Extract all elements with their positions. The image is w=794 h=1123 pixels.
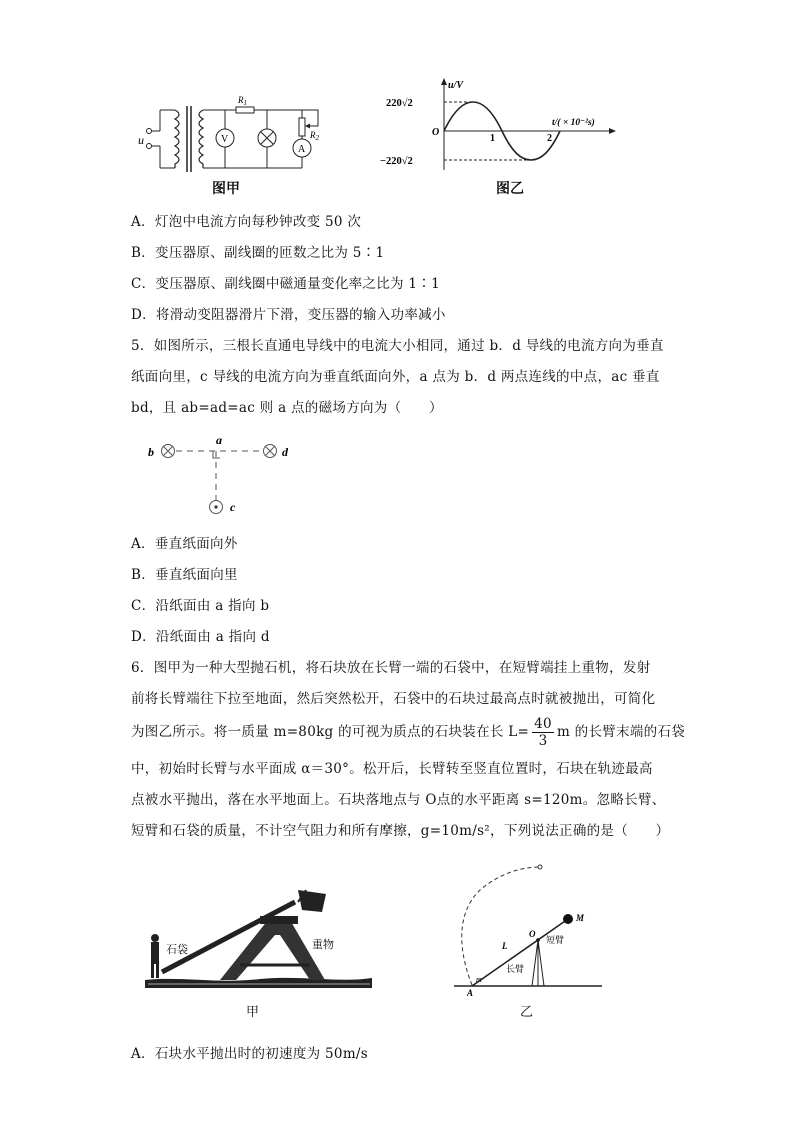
graph-tick-2-label: 2: [547, 133, 552, 144]
length-fraction: [532, 716, 554, 749]
figure-right-caption: 乙: [520, 1005, 534, 1020]
trebuchet-frame: [220, 920, 325, 980]
fraction-numerator: 40: [534, 716, 552, 732]
figure-jia-caption: 图甲: [212, 181, 240, 197]
q6-stem-line-1: 6．图甲为一种大型抛石机，将石块放在长臂一端的石袋中，在短臂端挂上重物，发射: [131, 660, 651, 676]
long-arm-L-label: L: [502, 941, 508, 951]
arm-line: [472, 919, 568, 986]
figure-left-caption: 甲: [246, 1005, 260, 1020]
rheostat-r2: [299, 118, 305, 136]
q6-stem-line-2: 前将长臂端往下拉至地面，然后突然松开，石袋中的石块过最高点时就被抛出，可简化: [131, 691, 656, 707]
q6-stem-line-5: 点被水平抛出，落在水平地面上。石块落地点与 O点的水平距离 s=120m。忽略长臂、: [131, 792, 666, 808]
voltage-time-graph: [360, 75, 630, 175]
primary-coil: [175, 110, 179, 168]
mass-m-label: m: [476, 975, 482, 984]
graph-y-min-label: −220√2: [380, 156, 413, 167]
q6-stem-line-3a: 为图乙所示。将一质量 m=80kg 的可视为质点的石块装在长 L=: [131, 724, 530, 740]
q6-stem-line-3: [131, 716, 685, 749]
pivot-O-label: O: [529, 929, 536, 939]
r2-label: $R_2$: [310, 130, 319, 142]
q5-option-c: C．沿纸面由 a 指向 b: [131, 598, 270, 614]
q5-stem-line-1: 5．如图所示，三根长直通电导线中的电流大小相同，通过 b．d 导线的电流方向为垂直: [131, 338, 664, 354]
q4-option-c: C．变压器原、副线圈中磁通量变化率之比为 1∶1: [131, 276, 440, 292]
bag-label: 石袋: [166, 944, 188, 956]
trebuchet-illustration: [140, 880, 380, 1000]
q4-option-b: B．变压器原、副线圈的匝数之比为 5∶1: [131, 245, 385, 261]
wire-c-label: c: [230, 500, 236, 514]
graph-tick-1-label: 1: [490, 133, 495, 144]
q6-option-a: A．石块水平抛出时的初速度为 50m/s: [131, 1046, 368, 1062]
point-A-label: A: [467, 988, 474, 998]
q5-stem-line-2: 纸面向里，c 导线的电流方向为垂直纸面向外，a 点为 b．d 两点连线的中点，ac 垂直: [131, 369, 660, 385]
short-arm-label: 短臂: [546, 935, 565, 945]
trebuchet-long-arm: [162, 902, 295, 972]
graph-y-axis-label: u/V: [448, 80, 464, 91]
wire-d-label: d: [282, 445, 288, 459]
pivot-O: [536, 938, 540, 942]
figure-yi-caption: 图乙: [496, 181, 524, 197]
graph-origin-label: O: [432, 127, 440, 138]
q5-option-a: A．垂直纸面向外: [131, 536, 238, 552]
q6-stem-line-3b: m 的长臂末端的石袋: [556, 724, 686, 740]
long-arm-label: 长臂: [506, 964, 525, 974]
q6-stem-line-4: 中，初始时长臂与水平面成 α＝30°。松开后，长臂转至竖直位置时，石块在轨迹最高: [131, 761, 653, 777]
weight-label: 重物: [312, 939, 334, 951]
counterweight-m: [563, 914, 573, 924]
ammeter-label: A: [298, 144, 306, 155]
q5-stem-line-3: bd，且 ab=ad=ac 则 a 点的磁场方向为（ ）: [131, 400, 443, 416]
q5-option-b: B．垂直纸面向里: [131, 567, 238, 583]
input-voltage-label: u: [138, 133, 144, 147]
trebuchet-counterweight: [298, 890, 326, 912]
transformer-circuit-diagram: [130, 88, 345, 188]
q4-option-d: D．将滑动变阻器滑片下滑，变压器的输入功率减小: [131, 307, 446, 323]
graph-x-axis-label: t/( × 10⁻²s): [552, 118, 595, 128]
secondary-coil: [199, 110, 203, 168]
trebuchet-schematic: [440, 855, 610, 1005]
resistor-r1: [236, 107, 254, 113]
point-a-label: a: [216, 433, 222, 447]
wire-b-label: b: [148, 445, 154, 459]
q4-option-a: A．灯泡中电流方向每秒钟改变 50 次: [131, 214, 362, 230]
q5-option-d: D．沿纸面由 a 指向 d: [131, 629, 270, 645]
voltmeter-label: V: [221, 134, 229, 145]
r1-label: $R_1$: [238, 95, 247, 107]
weight-M-label: M: [576, 913, 585, 923]
graph-y-max-label: 220√2: [386, 98, 413, 109]
input-terminal-top: [147, 129, 152, 134]
wires-diagram: [140, 432, 310, 522]
fraction-denominator: 3: [538, 733, 548, 749]
trajectory-path: [462, 867, 540, 985]
input-terminal-bottom: [147, 144, 152, 149]
q6-stem-line-6: 短臂和石袋的质量，不计空气阻力和所有摩擦，g=10m/s²，下列说法正确的是（ ）: [131, 823, 670, 839]
